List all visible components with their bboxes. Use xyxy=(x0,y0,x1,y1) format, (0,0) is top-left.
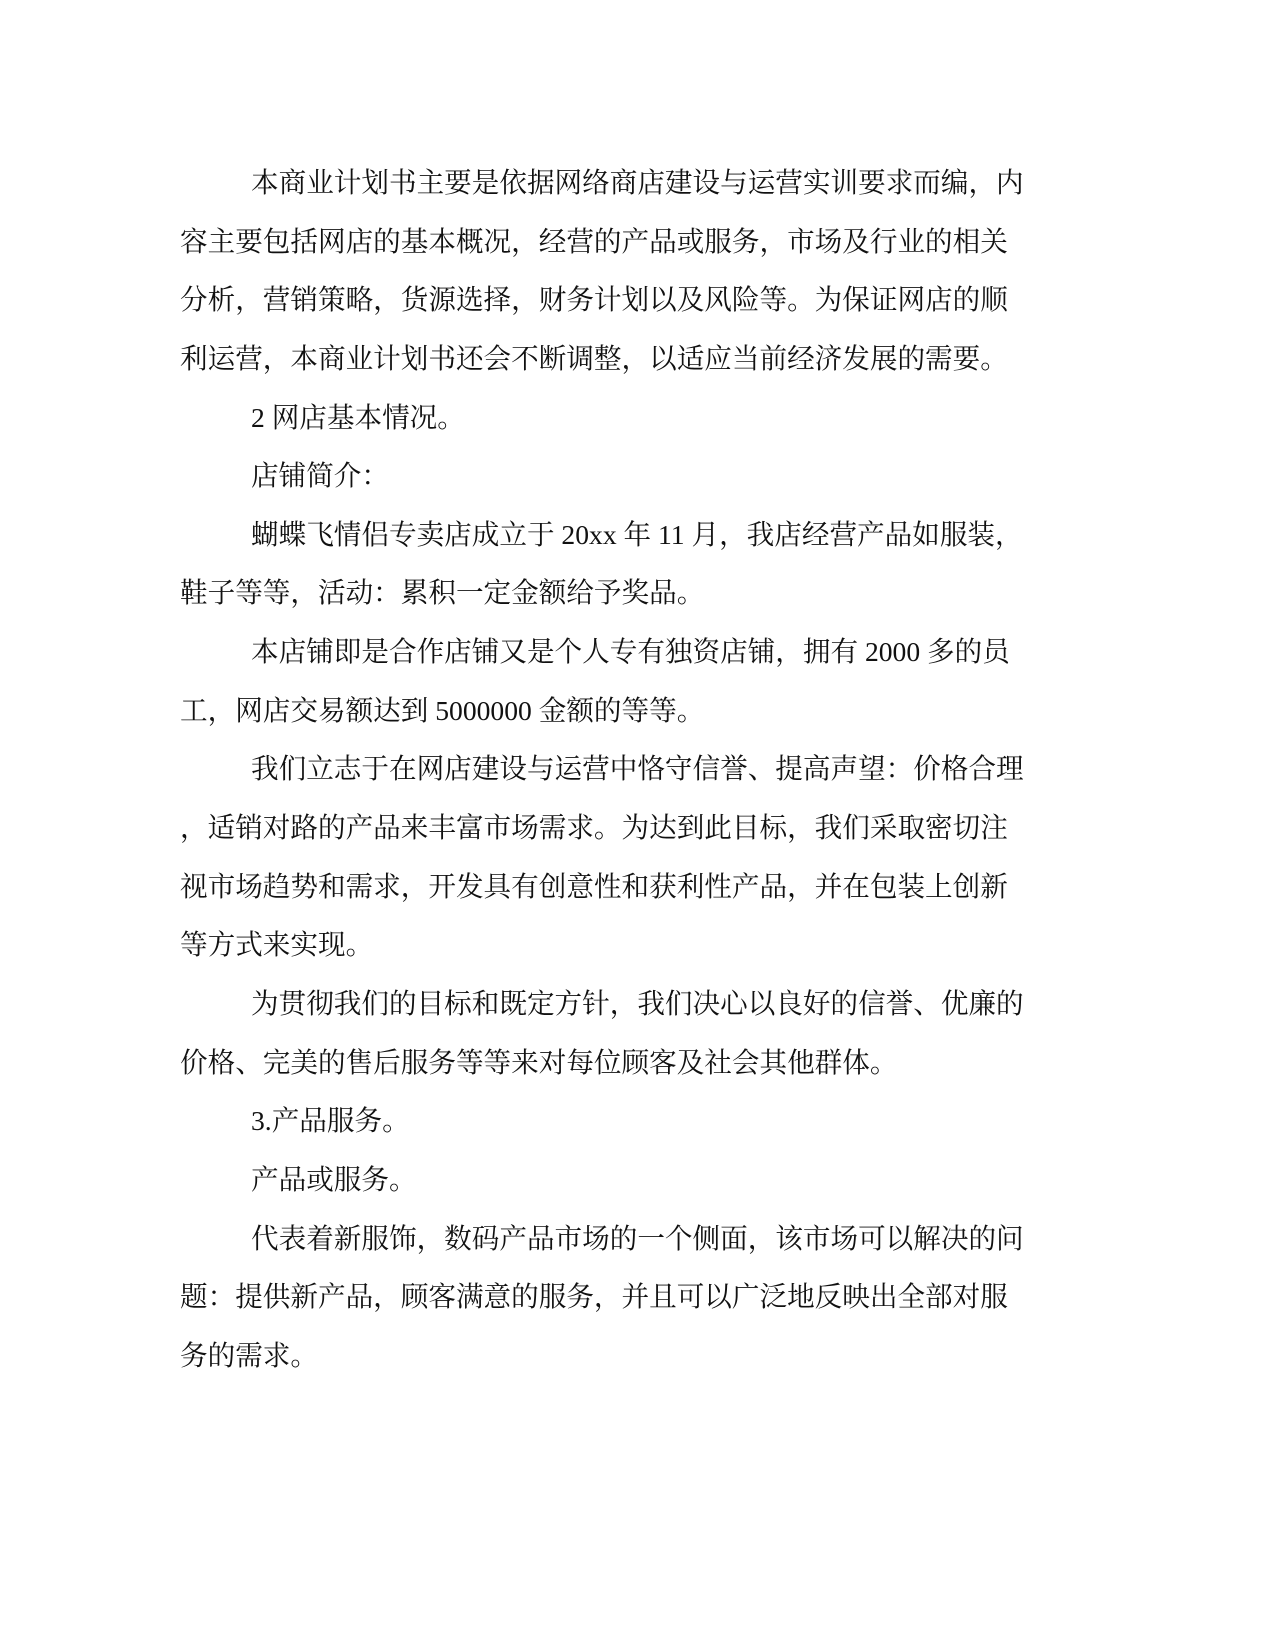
section-heading-product-service xyxy=(180,1092,1080,1151)
paragraph-line: 容主要包括网店的基本概况，经营的产品或服务，市场及行业的相关 xyxy=(180,225,1008,257)
commitment-paragraph xyxy=(180,975,1080,1092)
subheading-shop-profile xyxy=(180,447,1080,506)
paragraph-line: 鞋子等等，活动：累积一定金额给予奖品。 xyxy=(180,577,705,609)
section-heading-shop-basics xyxy=(180,389,1080,448)
intro-paragraph xyxy=(180,154,1080,389)
paragraph-line: ，适销对路的产品来丰富市场需求。为达到此目标，我们采取密切注 xyxy=(180,812,1008,844)
paragraph-line: 题：提供新产品，顾客满意的服务，并且可以广泛地反映出全部对服 xyxy=(180,1281,1008,1313)
paragraph-line: 本商业计划书主要是依据网络商店建设与运营实训要求而编，内 xyxy=(251,167,1024,198)
subheading-products-or-services xyxy=(180,1151,1080,1210)
document-body xyxy=(180,154,1080,1385)
heading-line: 产品或服务。 xyxy=(251,1163,417,1195)
paragraph-line: 利运营，本商业计划书还会不断调整，以适应当前经济发展的需要。 xyxy=(180,342,1008,374)
heading-line: 3.产品服务。 xyxy=(251,1105,410,1137)
paragraph-line: 分析，营销策略，货源选择，财务计划以及风险等。为保证网店的顺 xyxy=(180,284,1008,316)
market-paragraph xyxy=(180,1210,1080,1386)
paragraph-line: 工，网店交易额达到 5000000 金额的等等。 xyxy=(180,694,705,726)
paragraph-line: 蝴蝶飞情侣专卖店成立于 20xx 年 11 月，我店经营产品如服装， xyxy=(251,518,1023,550)
shop-founding-paragraph xyxy=(180,506,1080,623)
heading-line: 店铺简介： xyxy=(251,460,389,492)
paragraph-line: 本店铺即是合作店铺又是个人专有独资店铺，拥有 2000 多的员 xyxy=(251,636,1010,668)
paragraph-line: 价格、完美的售后服务等等来对每位顾客及社会其他群体。 xyxy=(180,1046,898,1078)
shop-ownership-paragraph xyxy=(180,623,1080,740)
paragraph-line: 为贯彻我们的目标和既定方针，我们决心以良好的信誉、优廉的 xyxy=(251,987,1024,1019)
paragraph-line: 务的需求。 xyxy=(180,1339,318,1371)
heading-line: 2 网店基本情况。 xyxy=(251,401,465,433)
paragraph-line: 我们立志于在网店建设与运营中恪守信誉、提高声望：价格合理 xyxy=(251,753,1024,785)
paragraph-line: 视市场趋势和需求，开发具有创意性和获利性产品，并在包装上创新 xyxy=(180,870,1008,902)
paragraph-line: 代表着新服饰，数码产品市场的一个侧面，该市场可以解决的问 xyxy=(251,1222,1024,1254)
mission-paragraph xyxy=(180,740,1080,975)
paragraph-line: 等方式来实现。 xyxy=(180,929,374,961)
